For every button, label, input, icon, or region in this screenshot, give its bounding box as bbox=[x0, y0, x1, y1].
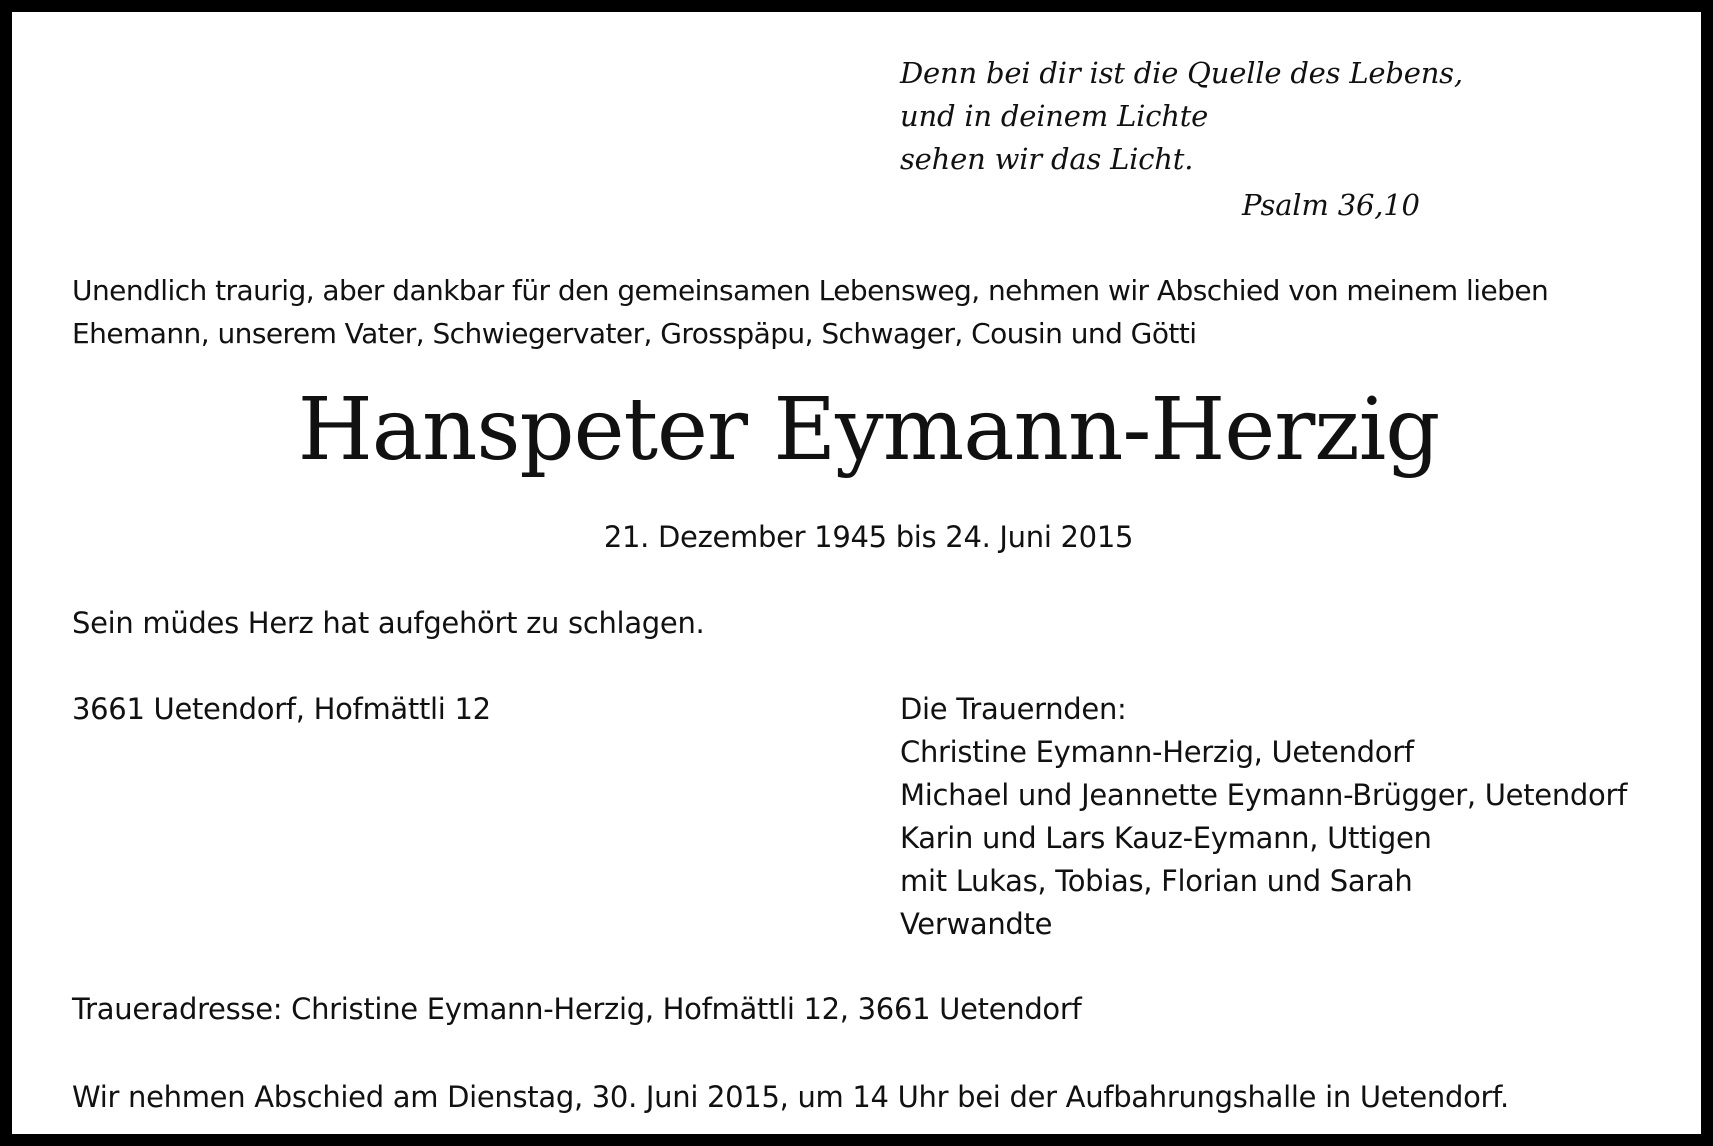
farewell-notice: Wir nehmen Abschied am Dienstag, 30. Juni 2015, um 14 Uhr bei der Aufbahrungshalle in Uetendorf. bbox=[72, 1080, 1509, 1114]
verse-line: Denn bei dir ist die Quelle des Lebens, bbox=[900, 56, 1463, 90]
mourner-entry: mit Lukas, Tobias, Florian und Sarah bbox=[900, 864, 1413, 898]
mourner-entry: Michael und Jeannette Eymann-Brügger, Uetendorf bbox=[900, 778, 1628, 812]
intro-line-1: Unendlich traurig, aber dankbar für den gemeinsamen Lebensweg, nehmen wir Abschied von meinem lieben bbox=[72, 274, 1549, 307]
intro-line-2: Ehemann, unserem Vater, Schwiegervater, Grosspäpu, Schwager, Cousin und Götti bbox=[72, 317, 1197, 350]
verse-line: sehen wir das Licht. bbox=[900, 142, 1194, 176]
mourner-entry: Karin und Lars Kauz-Eymann, Uttigen bbox=[900, 821, 1432, 855]
home-address: 3661 Uetendorf, Hofmättli 12 bbox=[72, 692, 491, 726]
mourning-address: Traueradresse: Christine Eymann-Herzig, Hofmättli 12, 3661 Uetendorf bbox=[72, 992, 1082, 1026]
mourners-heading: Die Trauernden: bbox=[900, 692, 1127, 726]
deceased-name: Hanspeter Eymann-Herzig bbox=[297, 380, 1440, 480]
mourner-entry: Christine Eymann-Herzig, Uetendorf bbox=[900, 735, 1414, 769]
verse-reference: Psalm 36,10 bbox=[1242, 188, 1420, 222]
statement-text: Sein müdes Herz hat aufgehört zu schlagen. bbox=[72, 606, 705, 640]
mourner-entry: Verwandte bbox=[900, 907, 1053, 941]
verse-line: und in deinem Lichte bbox=[900, 99, 1209, 133]
life-dates: 21. Dezember 1945 bis 24. Juni 2015 bbox=[603, 520, 1134, 554]
